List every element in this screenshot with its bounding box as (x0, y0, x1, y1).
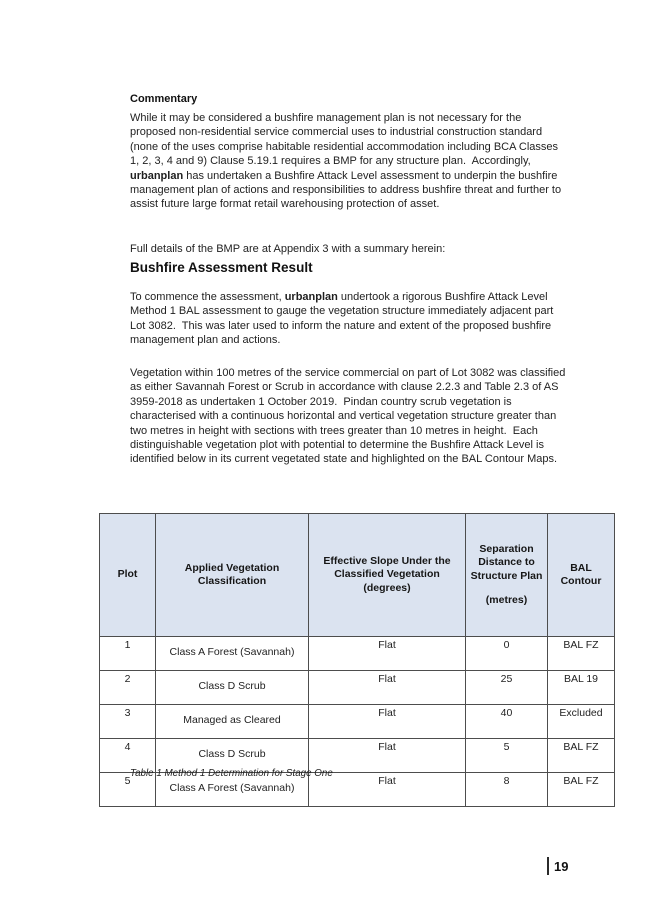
cell-plot: 1 (100, 637, 156, 671)
appendix-note: Full details of the BMP are at Appendix 3 with a summary herein: (130, 243, 446, 255)
cell-classification: Managed as Cleared (156, 705, 309, 739)
cell-slope: Flat (309, 773, 466, 807)
cell-distance: 40 (466, 705, 548, 739)
cell-bal: BAL FZ (548, 637, 615, 671)
table-caption: Table 1 Method 1 Determination for Stage One (130, 768, 333, 779)
col-header-separation-distance-label: Separation Distance to Structure Plan (470, 542, 543, 582)
commentary-heading: Commentary (130, 93, 198, 105)
col-header-separation-distance-unit: (metres) (485, 594, 528, 606)
table-row (100, 671, 615, 705)
cell-slope: Flat (309, 637, 466, 671)
cell-plot: 5 (100, 773, 156, 807)
page-number: 19 (554, 858, 569, 874)
para2-pre: To commence the assessment, (130, 291, 285, 303)
bal-determination-table (99, 513, 615, 807)
cell-slope: Flat (309, 671, 466, 705)
cell-classification: Class A Forest (Savannah) (156, 637, 309, 671)
cell-bal: BAL 19 (548, 671, 615, 705)
commentary-paragraph (130, 111, 570, 212)
cell-bal: Excluded (548, 705, 615, 739)
table-row (100, 705, 615, 739)
page-number-block (547, 857, 568, 875)
cell-plot: 2 (100, 671, 156, 705)
col-header-classification: Applied Vegetation Classification (156, 514, 309, 637)
cell-distance: 8 (466, 773, 548, 807)
cell-distance: 0 (466, 637, 548, 671)
para2-bold-urbanplan: urbanplan (284, 291, 338, 303)
page-number-divider (547, 857, 549, 875)
col-header-slope: Effective Slope Under the Classified Vegetation (degrees) (309, 514, 466, 637)
cell-classification: Class D Scrub (156, 739, 309, 773)
vegetation-paragraph: Vegetation within 100 metres of the service commercial on part of Lot 3082 was classified as either Savannah Forest or Scrub in accordance with clause 2.2.3 and Table 2.3 of AS 3959-2018 as undertaken 1 October 2019. Pindan country scrub vegetation is characterised with a continuous horizontal and vertical vegetation structure greater than two metres in height with sections with trees greater than 10 metres in height. Each distinguishable vegetation plot with potential to determine the Bushfire Attack Level is identified below in its current vegetated state and highlighted on the BAL Contour Maps. (130, 367, 569, 466)
cell-bal: BAL FZ (548, 739, 615, 773)
cell-classification: Class A Forest (Savannah) (156, 773, 309, 807)
para1-pre: While it may be considered a bushfire management plan is not necessary for the proposed non-residential service commercial uses to industrial construction standard (none of the uses comprise habitable residential accommodation including BCA Classes 1, 2, 3, 4 and 9) Clause 5.19.1 requires a BMP for any structure plan. Accordingly, (130, 112, 562, 168)
col-header-plot: Plot (100, 514, 156, 637)
para1-post: has undertaken a Bushfire Attack Level assessment to underpin the bushfire management plan of actions and responsibilities to address bushfire threat and further to assist future large format retail warehousing protection of asset. (130, 169, 565, 211)
cell-distance: 5 (466, 739, 548, 773)
cell-plot: 4 (100, 739, 156, 773)
bushfire-assessment-result-heading: Bushfire Assessment Result (130, 260, 313, 275)
col-header-separation-distance (466, 514, 548, 637)
cell-slope: Flat (309, 705, 466, 739)
cell-distance: 25 (466, 671, 548, 705)
table-row (100, 637, 615, 671)
cell-classification: Class D Scrub (156, 671, 309, 705)
para1-bold-urbanplan: urbanplan (130, 169, 184, 182)
cell-plot: 3 (100, 705, 156, 739)
cell-slope: Flat (309, 739, 466, 773)
cell-bal: BAL FZ (548, 773, 615, 807)
assessment-paragraph (130, 290, 570, 348)
table-header-row (100, 514, 615, 637)
para2-post: undertook a rigorous Bushfire Attack Level Method 1 BAL assessment to gauge the vegetation structure immediately adjacent part Lot 3082. This was later used to inform the nature and extent of the proposed bushfire management plan and actions. (130, 291, 557, 347)
col-header-bal-contour: BAL Contour (548, 514, 615, 637)
